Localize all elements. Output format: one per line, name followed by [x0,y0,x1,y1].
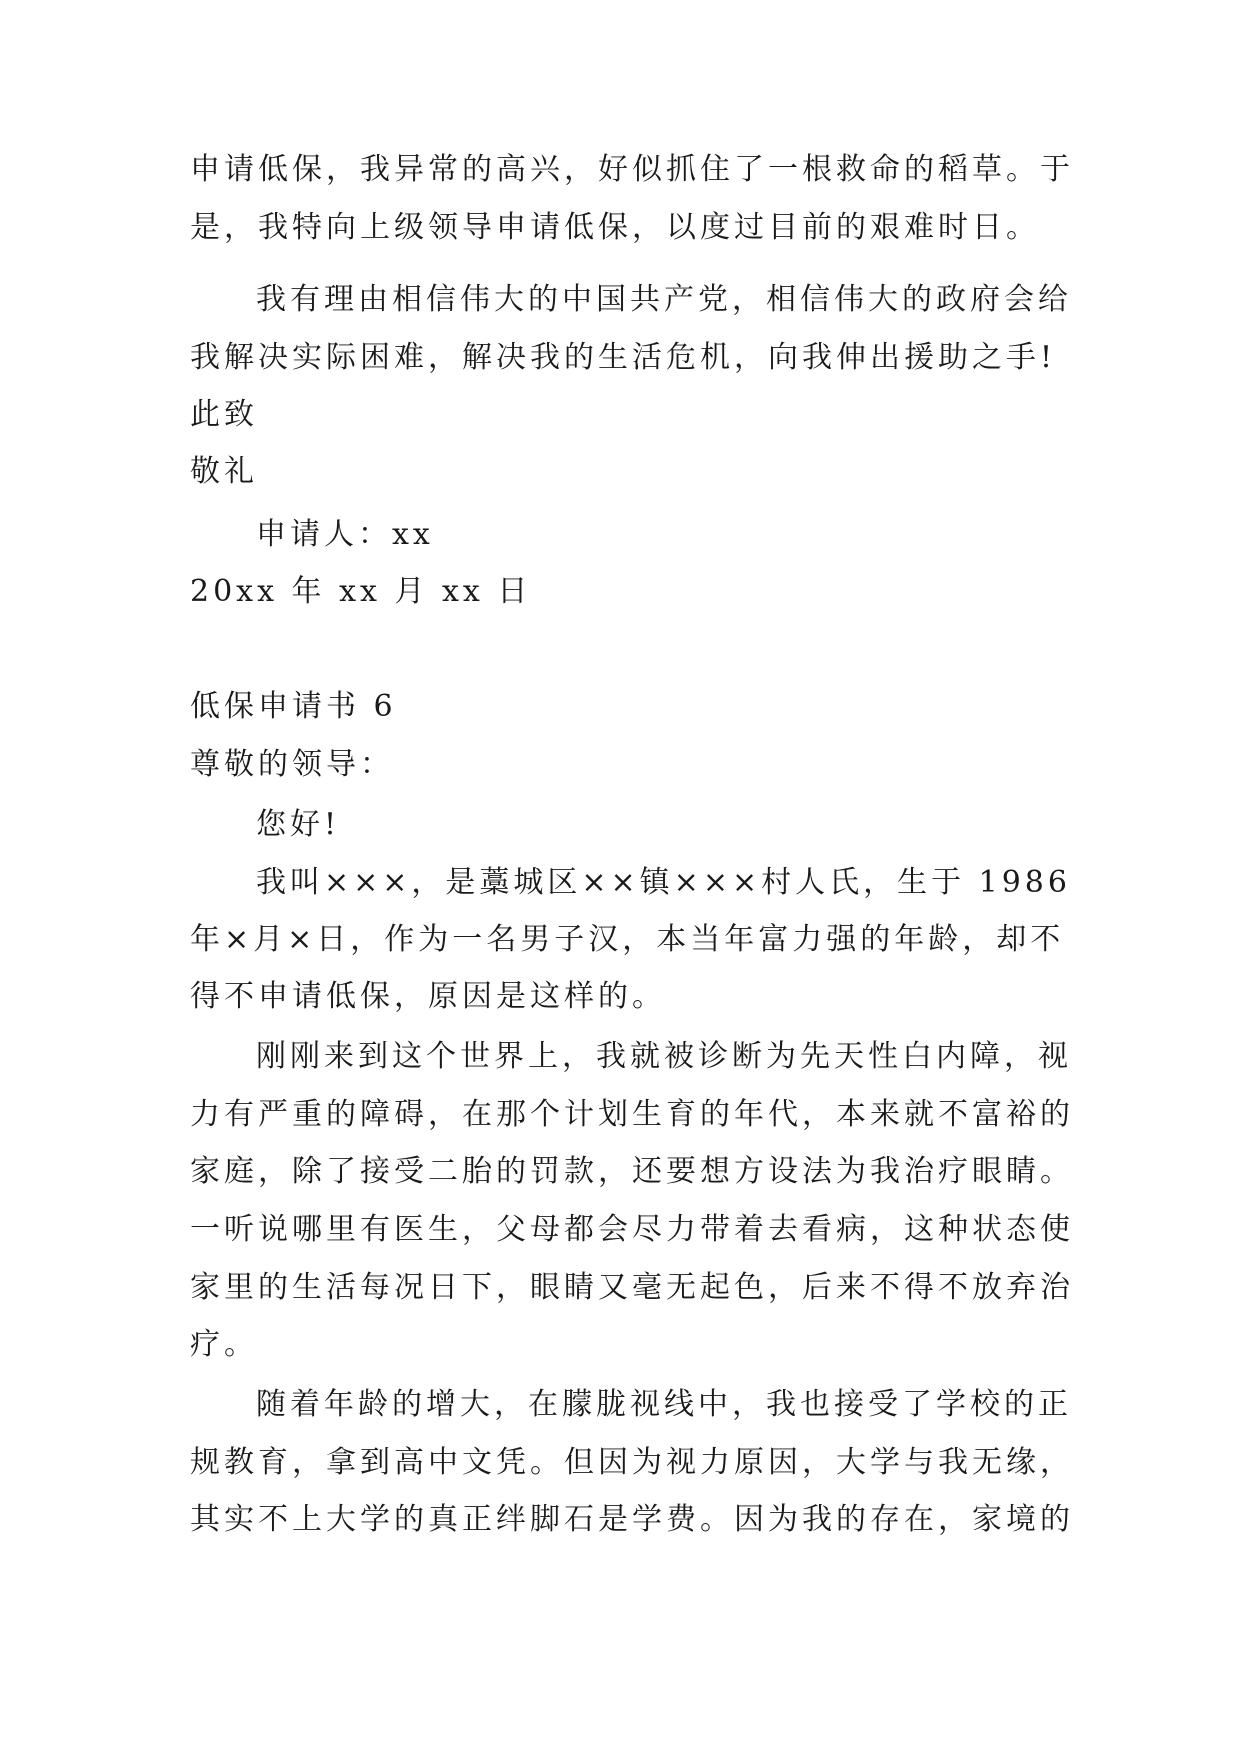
greeting-recipient: 尊敬的领导： [190,747,394,782]
text-line: 我解决实际困难，解决我的生活危机，向我伸出援助之手! [190,340,1057,375]
date-line: 20xx 年 xx 月 xx 日 [190,574,532,609]
text-line: 其实不上大学的真正绊脚石是学费。因为我的存在，家境的 [190,1502,1074,1537]
text-line: 年×月×日，作为一名男子汉，本当年富力强的年龄，却不 [190,922,1065,957]
text-line: 家庭，除了接受二胎的罚款，还要想方设法为我治疗眼睛。 [190,1154,1074,1189]
text-line: 一听说哪里有医生，父母都会尽力带着去看病，这种状态使 [190,1212,1074,1247]
closing-salutation: 此致 [190,397,258,432]
paragraph-first-line: 我叫×××，是藁城区××镇×××村人氏，生于 1986 [256,865,1071,900]
text-line: 是，我特向上级领导申请低保，以度过目前的艰难时日。 [190,210,1040,245]
text-line: 力有严重的障碍，在那个计划生育的年代，本来就不富裕的 [190,1097,1074,1132]
paragraph-first-line: 随着年龄的增大，在朦胧视线中，我也接受了学校的正 [256,1387,1072,1422]
text-line: 得不申请低保，原因是这样的。 [190,979,666,1014]
text-line: 规教育，拿到高中文凭。但因为视力原因，大学与我无缘， [190,1445,1074,1480]
text-line: 疗。 [190,1327,258,1362]
closing-regards: 敬礼 [190,454,258,489]
text-line: 申请低保，我异常的高兴，好似抓住了一根救命的稻草。于 [190,152,1074,187]
paragraph-first-line: 我有理由相信伟大的中国共产党，相信伟大的政府会给 [256,282,1072,317]
applicant-signature: 申请人：xx [256,517,434,552]
section-title: 低保申请书 6 [190,689,397,724]
text-line: 家里的生活每况日下，眼睛又毫无起色，后来不得不放弃治 [190,1270,1074,1305]
paragraph-first-line: 刚刚来到这个世界上，我就被诊断为先天性白内障，视 [256,1039,1072,1074]
greeting: 您好! [256,807,341,842]
